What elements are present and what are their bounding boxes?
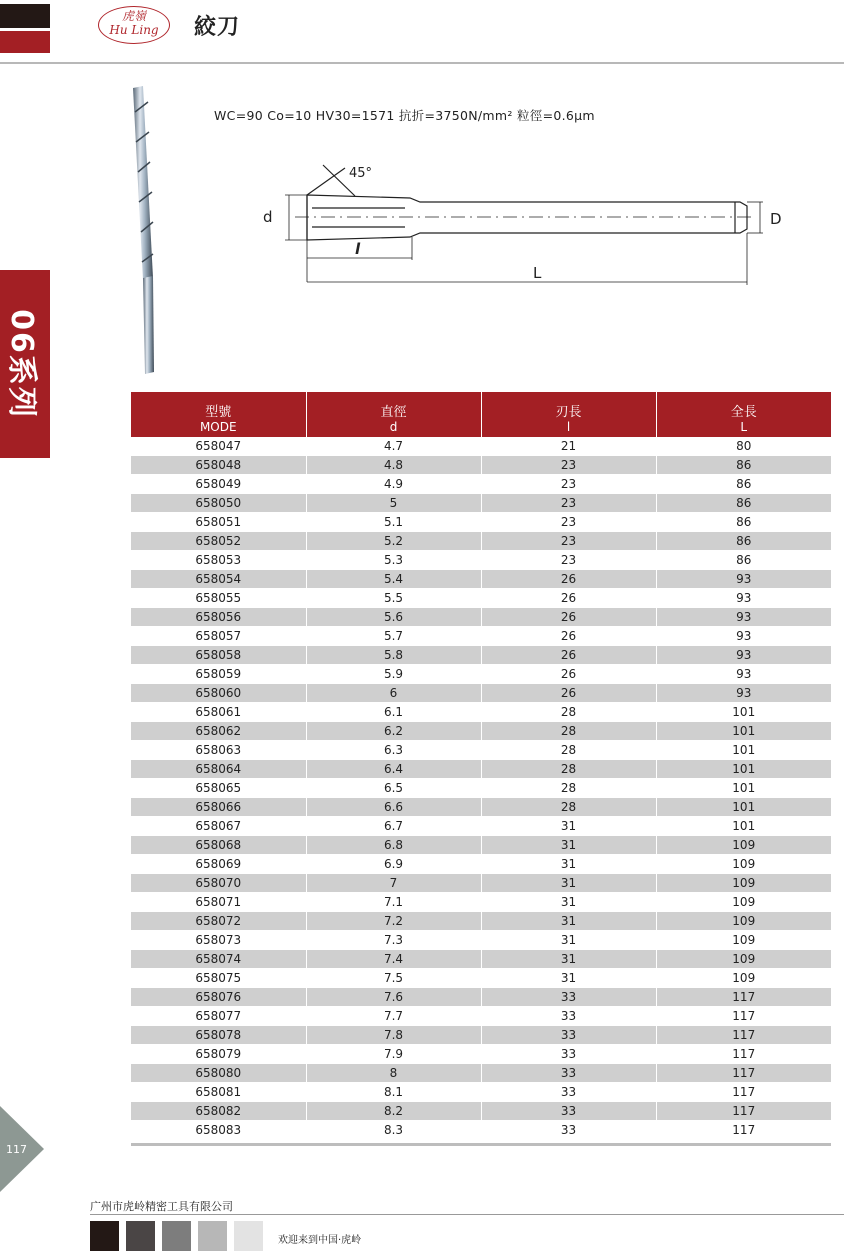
table-row — [131, 1045, 831, 1064]
table-row — [131, 836, 831, 855]
table-header-row — [131, 392, 831, 437]
model-cell: 658049 — [131, 475, 306, 494]
flute-length-cell: 31 — [481, 855, 656, 874]
table-row — [131, 608, 831, 627]
diameter-cell: 6.3 — [306, 741, 481, 760]
diameter-cell: 5.2 — [306, 532, 481, 551]
table-row — [131, 1007, 831, 1026]
model-cell: 658073 — [131, 931, 306, 950]
overall-length-cell: 93 — [656, 608, 831, 627]
diameter-cell: 6.4 — [306, 760, 481, 779]
model-cell: 658076 — [131, 988, 306, 1007]
overall-length-cell: 109 — [656, 912, 831, 931]
flute-length-cell: 31 — [481, 836, 656, 855]
table-row — [131, 475, 831, 494]
model-cell: 658078 — [131, 1026, 306, 1045]
model-cell: 658053 — [131, 551, 306, 570]
overall-length-cell: 93 — [656, 627, 831, 646]
table-row — [131, 494, 831, 513]
model-cell: 658069 — [131, 855, 306, 874]
model-cell: 658061 — [131, 703, 306, 722]
diameter-cell: 8.1 — [306, 1083, 481, 1102]
column-header-cn: 直徑 — [380, 405, 407, 420]
table-row — [131, 1026, 831, 1045]
diameter-cell: 5.5 — [306, 589, 481, 608]
table-row — [131, 646, 831, 665]
table-row — [131, 513, 831, 532]
diameter-cell: 4.8 — [306, 456, 481, 475]
technical-drawing — [255, 150, 795, 295]
flute-length-cell: 26 — [481, 665, 656, 684]
logo-cn: 虎嶺 — [121, 9, 146, 23]
overall-length-cell: 101 — [656, 798, 831, 817]
diameter-cell: 7.5 — [306, 969, 481, 988]
flute-length-cell: 26 — [481, 608, 656, 627]
table-row — [131, 570, 831, 589]
flute-length-cell: 31 — [481, 893, 656, 912]
table-row — [131, 1102, 831, 1121]
model-cell: 658052 — [131, 532, 306, 551]
column-header — [306, 392, 481, 437]
spec-table — [131, 392, 831, 1140]
flute-length-cell: 26 — [481, 684, 656, 703]
column-header-en: L — [740, 420, 748, 434]
diameter-cell: 5.4 — [306, 570, 481, 589]
overall-length-cell: 109 — [656, 969, 831, 988]
model-cell: 658060 — [131, 684, 306, 703]
model-cell: 658070 — [131, 874, 306, 893]
overall-length-cell: 86 — [656, 456, 831, 475]
column-header — [481, 392, 656, 437]
flute-length-cell: 28 — [481, 798, 656, 817]
table-row — [131, 589, 831, 608]
diameter-cell: 6.6 — [306, 798, 481, 817]
flute-length-cell: 31 — [481, 969, 656, 988]
flute-length-cell: 33 — [481, 1064, 656, 1083]
drawing-outline — [307, 195, 747, 240]
table-row — [131, 703, 831, 722]
model-cell: 658068 — [131, 836, 306, 855]
diameter-cell: 6.9 — [306, 855, 481, 874]
overall-length-cell: 117 — [656, 1083, 831, 1102]
overall-length-cell: 109 — [656, 855, 831, 874]
table-row — [131, 817, 831, 836]
table-row — [131, 950, 831, 969]
D-label: D — [770, 210, 782, 228]
diameter-cell: 6.7 — [306, 817, 481, 836]
overall-length-cell: 109 — [656, 893, 831, 912]
model-cell: 658063 — [131, 741, 306, 760]
model-cell: 658055 — [131, 589, 306, 608]
table-row — [131, 893, 831, 912]
flute-length-cell: 28 — [481, 779, 656, 798]
flute-length-cell: 26 — [481, 589, 656, 608]
l-label: l — [355, 240, 361, 258]
diameter-cell: 4.7 — [306, 437, 481, 456]
table-row — [131, 874, 831, 893]
column-header-en: d — [389, 420, 398, 434]
flute-length-cell: 33 — [481, 1102, 656, 1121]
model-cell: 658059 — [131, 665, 306, 684]
overall-length-cell: 101 — [656, 703, 831, 722]
table-row — [131, 855, 831, 874]
page-title: 絞刀 — [194, 15, 241, 40]
column-header-en: MODE — [199, 420, 237, 434]
overall-length-cell: 101 — [656, 722, 831, 741]
model-cell: 658050 — [131, 494, 306, 513]
model-cell: 658064 — [131, 760, 306, 779]
flute-length-cell: 33 — [481, 1007, 656, 1026]
flute-length-cell: 23 — [481, 551, 656, 570]
model-cell: 658054 — [131, 570, 306, 589]
table-row — [131, 741, 831, 760]
model-cell: 658065 — [131, 779, 306, 798]
diameter-cell: 8 — [306, 1064, 481, 1083]
flute-length-cell: 26 — [481, 570, 656, 589]
overall-length-cell: 117 — [656, 1121, 831, 1140]
overall-length-cell: 117 — [656, 1064, 831, 1083]
column-header — [656, 392, 831, 437]
flute-length-cell: 23 — [481, 475, 656, 494]
column-header-cn: 全長 — [730, 405, 757, 420]
table-row — [131, 722, 831, 741]
color-swatch — [90, 1221, 119, 1251]
flute-length-cell: 21 — [481, 437, 656, 456]
table-row — [131, 1121, 831, 1140]
table-row — [131, 532, 831, 551]
model-cell: 658051 — [131, 513, 306, 532]
overall-length-cell: 101 — [656, 760, 831, 779]
model-cell: 658080 — [131, 1064, 306, 1083]
diameter-cell: 6.8 — [306, 836, 481, 855]
company-name: 广州市虎岭精密工具有限公司 — [90, 1200, 233, 1213]
model-cell: 658066 — [131, 798, 306, 817]
diameter-cell: 7.4 — [306, 950, 481, 969]
model-cell: 658062 — [131, 722, 306, 741]
header-divider — [0, 62, 844, 64]
series-label: 06系列 — [4, 309, 39, 419]
flute-length-cell: 33 — [481, 1121, 656, 1140]
overall-length-cell: 109 — [656, 931, 831, 950]
overall-length-cell: 93 — [656, 684, 831, 703]
flute-length-cell: 31 — [481, 912, 656, 931]
diameter-cell: 8.3 — [306, 1121, 481, 1140]
flute-length-cell: 33 — [481, 1026, 656, 1045]
model-cell: 658077 — [131, 1007, 306, 1026]
model-cell: 658048 — [131, 456, 306, 475]
flute-length-cell: 31 — [481, 817, 656, 836]
table-row — [131, 969, 831, 988]
diameter-cell: 6 — [306, 684, 481, 703]
model-cell: 658083 — [131, 1121, 306, 1140]
welcome-text: 欢迎来到中国·虎岭 — [278, 1235, 362, 1246]
flute-length-cell: 23 — [481, 456, 656, 475]
header-red-block — [0, 31, 50, 53]
diameter-cell: 7.6 — [306, 988, 481, 1007]
reamer-flute-body — [133, 86, 153, 280]
model-cell: 658082 — [131, 1102, 306, 1121]
table-row — [131, 665, 831, 684]
overall-length-cell: 117 — [656, 1026, 831, 1045]
table-row — [131, 456, 831, 475]
overall-length-cell: 86 — [656, 475, 831, 494]
diameter-cell: 7.8 — [306, 1026, 481, 1045]
reamer-shank — [143, 276, 154, 374]
diameter-cell: 7.9 — [306, 1045, 481, 1064]
footer-divider — [90, 1214, 844, 1215]
flute-length-cell: 26 — [481, 627, 656, 646]
flute-length-cell: 23 — [481, 532, 656, 551]
color-swatch — [198, 1221, 227, 1251]
flute-length-cell: 28 — [481, 703, 656, 722]
overall-length-cell: 86 — [656, 532, 831, 551]
table-row — [131, 779, 831, 798]
table-row — [131, 684, 831, 703]
table-bottom-rule — [131, 1143, 831, 1146]
diameter-cell: 6.5 — [306, 779, 481, 798]
diameter-cell: 8.2 — [306, 1102, 481, 1121]
model-cell: 658072 — [131, 912, 306, 931]
model-cell: 658057 — [131, 627, 306, 646]
diameter-cell: 7.1 — [306, 893, 481, 912]
column-header — [131, 392, 306, 437]
flute-length-cell: 33 — [481, 1045, 656, 1064]
diameter-cell: 4.9 — [306, 475, 481, 494]
flute-length-cell: 28 — [481, 741, 656, 760]
model-cell: 658058 — [131, 646, 306, 665]
L-label: L — [533, 264, 542, 282]
table-row — [131, 931, 831, 950]
model-cell: 658056 — [131, 608, 306, 627]
flute-length-cell: 28 — [481, 722, 656, 741]
table-row — [131, 988, 831, 1007]
model-cell: 658067 — [131, 817, 306, 836]
material-spec: WC=90 Co=10 HV30=1571 抗折=3750N/mm² 粒徑=0.6μm — [214, 108, 595, 123]
diameter-cell: 5.7 — [306, 627, 481, 646]
overall-length-cell: 117 — [656, 1007, 831, 1026]
overall-length-cell: 86 — [656, 513, 831, 532]
overall-length-cell: 93 — [656, 589, 831, 608]
overall-length-cell: 109 — [656, 836, 831, 855]
table-row — [131, 437, 831, 456]
overall-length-cell: 117 — [656, 1045, 831, 1064]
overall-length-cell: 109 — [656, 950, 831, 969]
model-cell: 658075 — [131, 969, 306, 988]
color-swatch — [126, 1221, 155, 1251]
diameter-cell: 5.9 — [306, 665, 481, 684]
overall-length-cell: 101 — [656, 779, 831, 798]
flute-length-cell: 28 — [481, 760, 656, 779]
overall-length-cell: 93 — [656, 646, 831, 665]
column-header-en: l — [566, 420, 571, 434]
brand-logo — [98, 6, 170, 44]
series-tab — [0, 270, 50, 458]
flute-length-cell: 31 — [481, 931, 656, 950]
flute-length-cell: 33 — [481, 988, 656, 1007]
column-header-cn: 型號 — [205, 405, 232, 420]
overall-length-cell: 117 — [656, 1102, 831, 1121]
model-cell: 658079 — [131, 1045, 306, 1064]
diameter-cell: 6.1 — [306, 703, 481, 722]
overall-length-cell: 117 — [656, 988, 831, 1007]
model-cell: 658047 — [131, 437, 306, 456]
table-row — [131, 798, 831, 817]
overall-length-cell: 86 — [656, 494, 831, 513]
page-number: 117 — [6, 1143, 27, 1156]
diameter-cell: 5.8 — [306, 646, 481, 665]
overall-length-cell: 93 — [656, 570, 831, 589]
model-cell: 658071 — [131, 893, 306, 912]
logo-en: Hu Ling — [109, 23, 159, 37]
overall-length-cell: 80 — [656, 437, 831, 456]
diameter-cell: 6.2 — [306, 722, 481, 741]
model-cell: 658081 — [131, 1083, 306, 1102]
table-row — [131, 627, 831, 646]
flute-length-cell: 33 — [481, 1083, 656, 1102]
flute-length-cell: 31 — [481, 950, 656, 969]
model-cell: 658074 — [131, 950, 306, 969]
overall-length-cell: 109 — [656, 874, 831, 893]
table-row — [131, 760, 831, 779]
diameter-cell: 7.7 — [306, 1007, 481, 1026]
diameter-cell: 5.3 — [306, 551, 481, 570]
table-body — [131, 437, 831, 1140]
column-header-cn: 刃長 — [555, 405, 582, 420]
table-row — [131, 551, 831, 570]
table-row — [131, 1083, 831, 1102]
color-swatch — [162, 1221, 191, 1251]
flute-length-cell: 23 — [481, 513, 656, 532]
overall-length-cell: 101 — [656, 741, 831, 760]
table-row — [131, 912, 831, 931]
flute-length-cell: 26 — [481, 646, 656, 665]
flute-length-cell: 31 — [481, 874, 656, 893]
table-row — [131, 1064, 831, 1083]
d-label: d — [263, 208, 273, 226]
flute-length-cell: 23 — [481, 494, 656, 513]
overall-length-cell: 93 — [656, 665, 831, 684]
diameter-cell: 7 — [306, 874, 481, 893]
header-dark-block — [0, 4, 50, 28]
overall-length-cell: 86 — [656, 551, 831, 570]
diameter-cell: 7.2 — [306, 912, 481, 931]
color-swatch — [234, 1221, 263, 1251]
diameter-cell: 5.6 — [306, 608, 481, 627]
overall-length-cell: 101 — [656, 817, 831, 836]
diameter-cell: 5.1 — [306, 513, 481, 532]
diameter-cell: 5 — [306, 494, 481, 513]
reamer-photo — [128, 82, 164, 378]
diameter-cell: 7.3 — [306, 931, 481, 950]
angle-label: 45° — [349, 166, 373, 181]
